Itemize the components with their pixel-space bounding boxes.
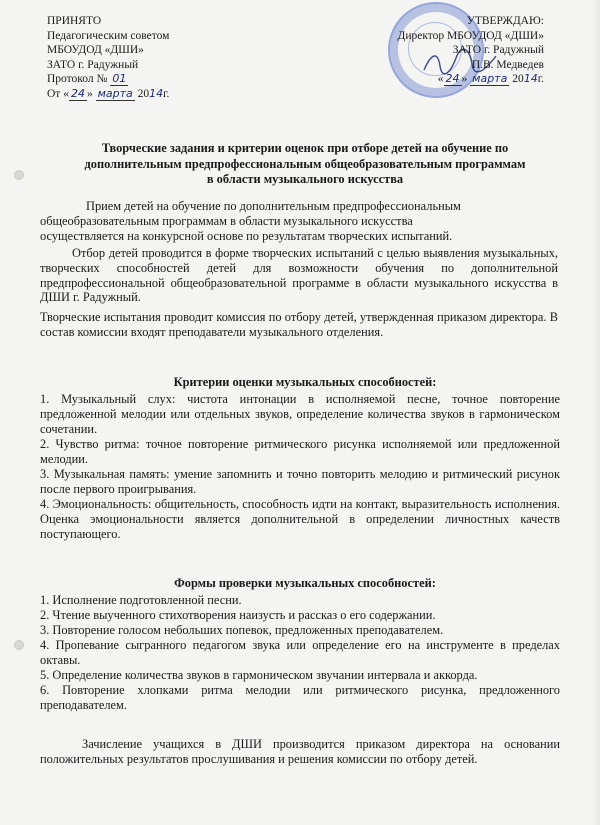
forms-list (40, 593, 560, 713)
date-month: марта (97, 86, 133, 100)
protocol-line: Протокол № 01 (47, 72, 127, 86)
accepted-label: ПРИНЯТО (47, 15, 102, 27)
date-line-left: От « 24 » марта 2014г. (47, 86, 170, 100)
city-name-right: ЗАТО г. Радужный (452, 44, 544, 57)
intro-paragraph-1: Прием детей на обучение по дополнительным предпрофессиональным общеобразовательным программам в области музыкального искусства осуществляется на конкурсной основе по результатам творческих испытаний. (40, 199, 461, 243)
list-item: 1. Исполнение подготовленной песни. (40, 593, 242, 607)
director-name: П.В. Медведев (471, 58, 544, 71)
date-line-right: « 24 » марта 2014г. (437, 72, 544, 86)
council-label: Педагогическим советом (47, 29, 170, 42)
date-day: 24 (70, 86, 85, 100)
list-item: 5. Определение количества звуков в гармоническом звучании интервала и аккорда. (40, 668, 478, 682)
list-item: 1. Музыкальный слух: чистота интонации в исполняемой песне, точное повторение предложенной мелодии или отдельных звуков, определение количества звуков в гармоническом сочетании. (40, 392, 560, 436)
city-name: ЗАТО г. Радужный (47, 58, 139, 71)
list-item: 4. Эмоциональность: общительность, способность идти на контакт, выразительность исполнения. Оценка эмоциональности является дополнительной в определении личностных качеств поступающего. (40, 497, 560, 541)
date-year-right: 14 (523, 72, 538, 86)
list-item: 4. Пропевание сыгранного педагогом звука или определение его на инструменте в пределах октавы. (40, 638, 560, 667)
intro-paragraph-3: Творческие испытания проводит комиссия по отбору детей, утвержденная приказом директора. В состав комиссии входят преподаватели музыкального отделения. (40, 310, 558, 339)
date-year: 14 (149, 86, 164, 100)
list-item: 2. Чтение выученного стихотворения наизусть и рассказ о его содержании. (40, 608, 436, 622)
criteria-list (40, 392, 560, 542)
date-month-right: марта (472, 72, 508, 86)
document-title: Творческие задания и критерии оценок при отборе детей на обучение по дополнительным предпрофессиональным общеобразовательным программам в области музыкального искусства (84, 141, 526, 186)
intro-paragraph-2: Отбор детей проводится в форме творческих испытаний с целью выявления музыкальных, творческих способностей детей для возможности обучения по дополнительной предпрофессиональной общеобразовательной программе в области музыкального искусства в ДШИ г. Радужный. (40, 246, 558, 305)
page-edge-shadow (592, 0, 600, 825)
protocol-number: 01 (112, 72, 127, 86)
school-name: МБОУДОД «ДШИ» (47, 44, 144, 57)
punch-hole (14, 170, 24, 180)
criteria-heading: Критерии оценки музыкальных способностей: (173, 375, 437, 389)
approval-block-right (398, 14, 544, 87)
approval-block-left (47, 14, 169, 102)
list-item: 6. Повторение хлопками ритма мелодии или ритмического рисунка, предложенного преподавателем. (40, 683, 560, 712)
approve-label: УТВЕРЖДАЮ: (466, 15, 544, 27)
director-label: Директор МБОУДОД «ДШИ» (397, 29, 544, 42)
list-item: 3. Повторение голосом небольших попевок, предложенных преподавателем. (40, 623, 444, 637)
list-item: 2. Чувство ритма: точное повторение ритмического рисунка исполняемой или предложенной мелодии. (40, 437, 560, 466)
punch-hole (14, 640, 24, 650)
closing-paragraph: Зачисление учащихся в ДШИ производится приказом директора на основании положительных результатов прослушивания и решения комиссии по отбору детей. (40, 737, 560, 766)
forms-heading: Формы проверки музыкальных способностей: (174, 576, 436, 590)
list-item: 3. Музыкальная память: умение запомнить и точно повторить мелодию и ритмический рисунок после первого проигрывания. (40, 467, 560, 496)
date-day-right: 24 (445, 72, 460, 86)
